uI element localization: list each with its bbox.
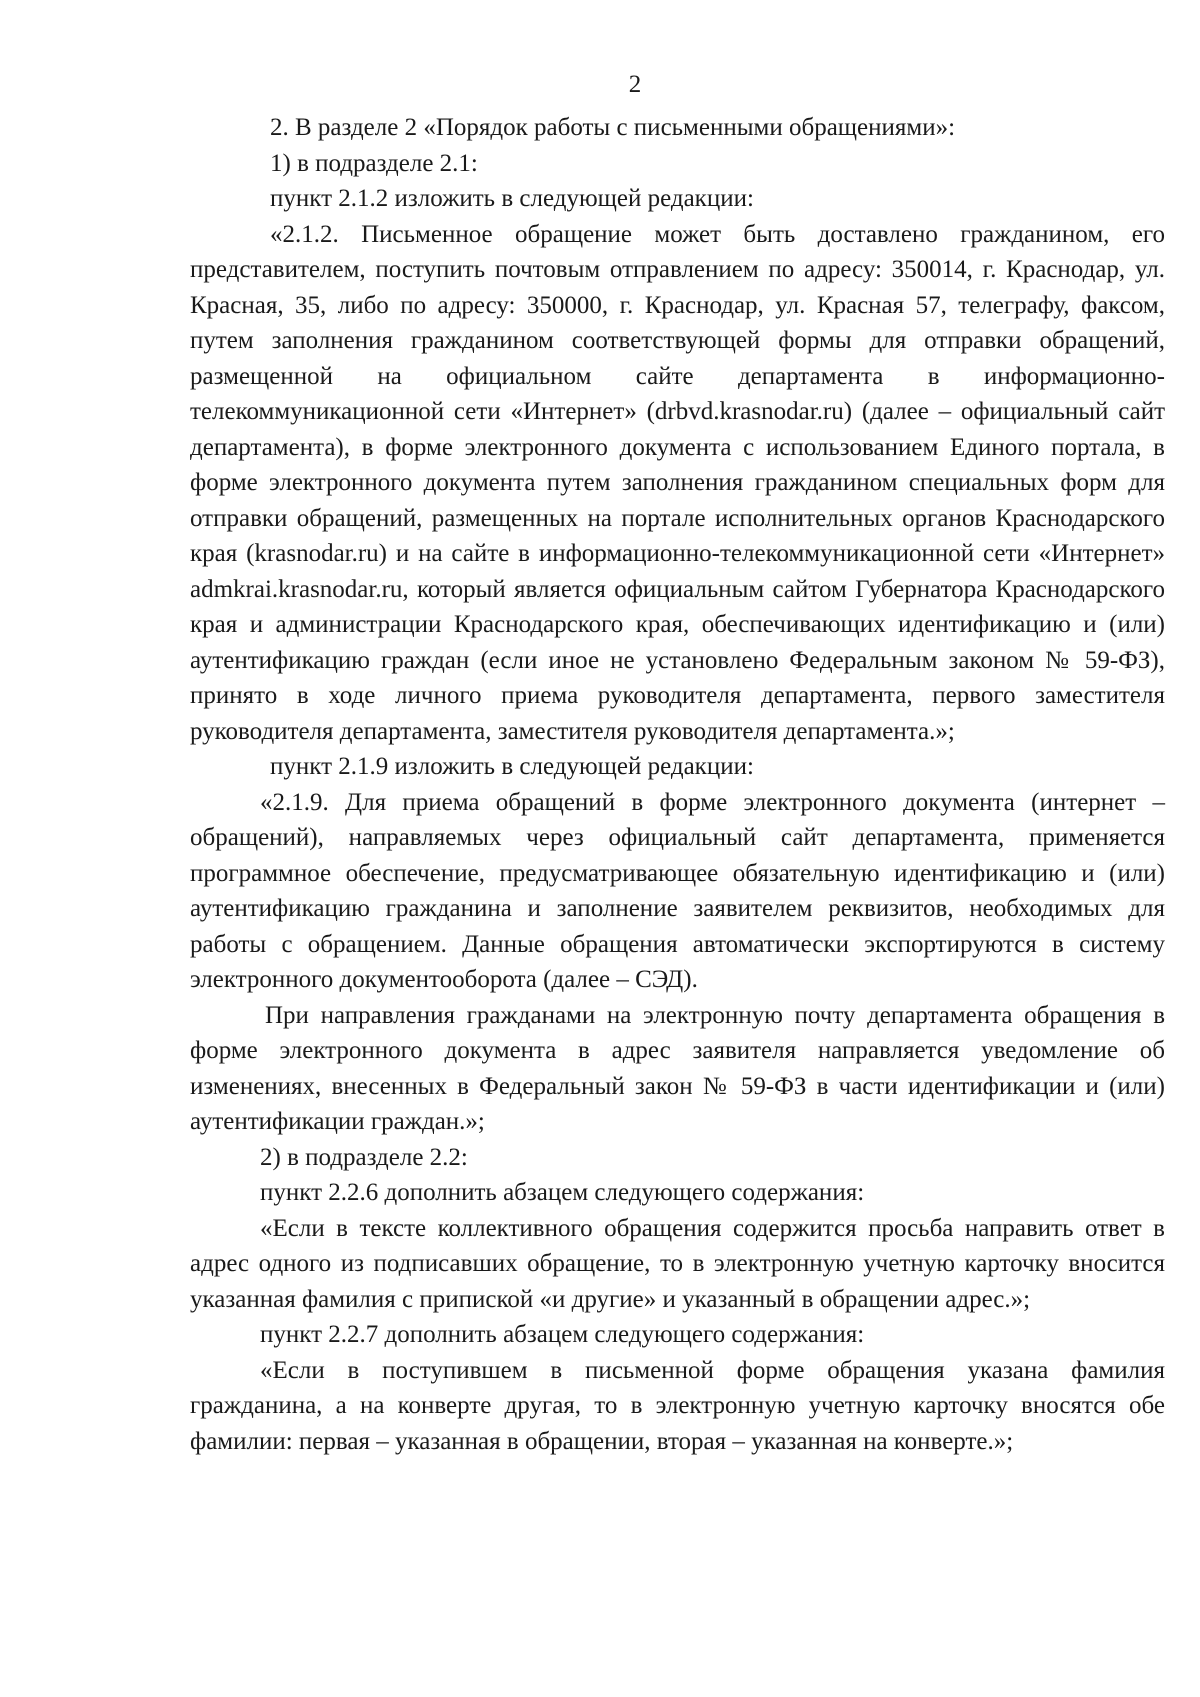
document-body: [190, 110, 1165, 1459]
point-2-1-9-intro: пункт 2.1.9 изложить в следующей редакции:: [270, 753, 754, 780]
point-2-2-7-intro: пункт 2.2.7 дополнить абзацем следующего содержания:: [260, 1321, 865, 1348]
page-number: 2: [628, 71, 642, 98]
point-2-2-7-text: «Если в поступившем в письменной форме обращения указана фамилия гражданина, а на конверте другая, то в электронную учетную карточку вносятся обе фамилии: первая – указанная в обращении, вторая – указанная на конверте.»;: [190, 1356, 1165, 1455]
subsection-2-1-heading: 1) в подразделе 2.1:: [270, 149, 478, 177]
section-2-heading: 2. В разделе 2 «Порядок работы с письменными обращениями»:: [270, 114, 956, 141]
point-2-1-2-intro: пункт 2.1.2 изложить в следующей редакции:: [270, 185, 754, 212]
point-2-1-9-text: «2.1.9. Для приема обращений в форме электронного документа (интернет – обращений), направляемых через официальный сайт департамента, применяется программное обеспечение, предусматривающее обязательную идентификацию и (или) аутентификацию гражданина и заполнение заявителем реквизитов, необходимых для работы с обращением. Данные обращения автоматически экспортируются в систему электронного документооборота (далее – СЭД).: [190, 788, 1165, 993]
email-notification-paragraph: При направления гражданами на электронную почту департамента обращения в форме электронного документа в адрес заявителя направляется уведомление об изменениях, внесенных в Федеральный закон № 59-ФЗ в части идентификации и (или) аутентификации граждан.»;: [190, 1001, 1165, 1135]
subsection-2-2-heading: 2) в подразделе 2.2:: [260, 1143, 468, 1171]
point-2-2-6-text: «Если в тексте коллективного обращения содержится просьба направить ответ в адрес одного из подписавших обращение, то в электронную учетную карточку вносится указанная фамилия с припиской «и другие» и указанный в обращении адрес.»;: [190, 1214, 1165, 1313]
point-2-1-2-text: «2.1.2. Письменное обращение может быть доставлено гражданином, его представителем, поступить почтовым отправлением по адресу: 350014, г. Краснодар, ул. Красная, 35, либо по адресу: 350000, г. Краснодар, ул. Красная 57, телеграфу, факсом, путем заполнения гражданином соответствующей формы для отправки обращений, размещенной на официальном сайте департамента в информационно-телекоммуникационной сети «Интернет» (drbvd.krasnodar.ru) (далее – официальный сайт департамента), в форме электронного документа с использованием Единого портала, в форме электронного документа путем заполнения гражданином специальных форм для отправки обращений, размещенных на портале исполнительных органов Краснодарского края (krasnodar.ru) и на сайте в информационно-телекоммуникационной сети «Интернет» admkrai.krasnodar.ru, который является официальным сайтом Губернатора Краснодарского края и администрации Краснодарского края, обеспечивающих идентификацию и (или) аутентификацию граждан (если иное не установлено Федеральным законом № 59-ФЗ), принято в ходе личного приема руководителя департамента, первого заместителя руководителя департамента, заместителя руководителя департамента.»;: [190, 220, 1165, 745]
point-2-2-6-intro: пункт 2.2.6 дополнить абзацем следующего содержания:: [260, 1179, 865, 1206]
